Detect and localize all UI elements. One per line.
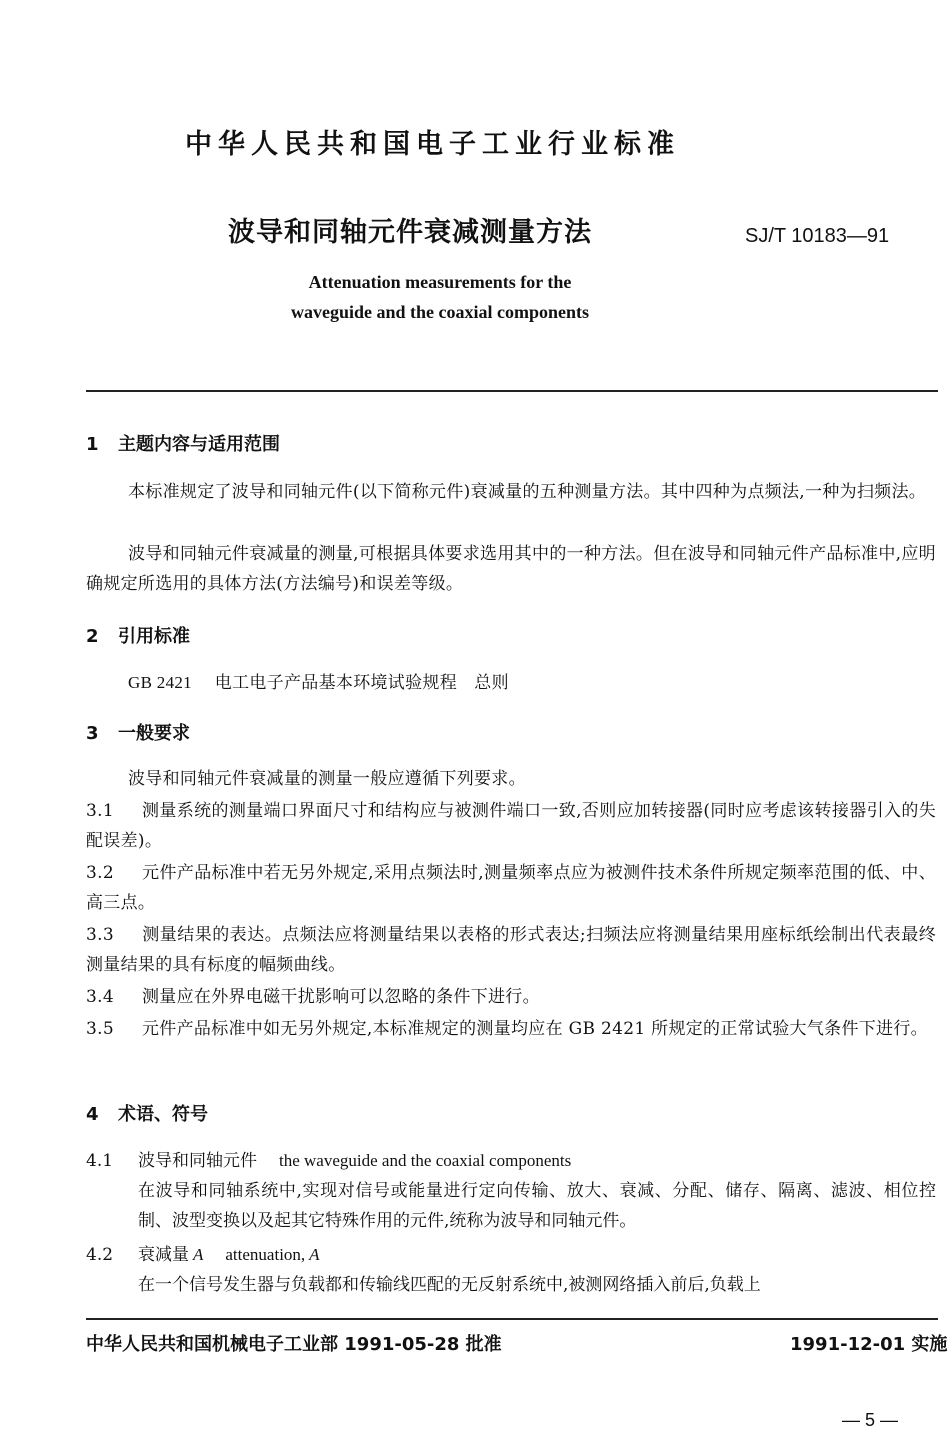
section-number: 3 xyxy=(86,723,99,744)
normative-reference xyxy=(128,668,828,698)
item-text: 测量应在外界电磁干扰影响可以忽略的条件下进行。 xyxy=(142,987,540,1007)
term-number: 4.1 xyxy=(86,1151,114,1171)
requirement-item xyxy=(86,858,936,918)
reference-title: 电工电子产品基本环境试验规程 总则 xyxy=(214,673,509,693)
item-number: 3.5 xyxy=(86,1019,114,1039)
term-name: 衰减量 xyxy=(138,1245,189,1265)
effective-date: 1991-12-01 实施 xyxy=(790,1334,948,1355)
document-title-en-line2: waveguide and the coaxial components xyxy=(290,302,589,322)
item-text: 测量结果的表达。点频法应将测量结果以表格的形式表达;扫频法应将测量结果用座标纸绘制出代表最终测量结果的具有标度的幅频曲线。 xyxy=(86,925,936,975)
section-2-heading xyxy=(86,622,190,648)
term-4-2 xyxy=(86,1240,936,1300)
document-title-cn: 波导和同轴元件衰减测量方法 xyxy=(228,217,592,248)
requirement-item xyxy=(86,796,936,856)
term-symbol-repeat: A xyxy=(309,1245,320,1264)
item-number: 3.2 xyxy=(86,863,114,883)
section-title: 术语、符号 xyxy=(118,1104,208,1125)
item-text: 测量系统的测量端口界面尺寸和结构应与被测件端口一致,否则应加转接器(同时应考虑该转接器引入的失配误差)。 xyxy=(86,801,936,851)
section-title: 引用标准 xyxy=(118,626,190,647)
item-number: 3.1 xyxy=(86,801,114,821)
item-text: 元件产品标准中若无另外规定,采用点频法时,测量频率点应为被测件技术条件所规定频率范围的低、中、高三点。 xyxy=(86,863,936,913)
term-english: attenuation, xyxy=(225,1245,306,1264)
section-number: 1 xyxy=(86,434,99,455)
section-1-heading xyxy=(86,430,280,456)
item-number: 3.4 xyxy=(86,987,114,1007)
term-definition: 在一个信号发生器与负载都和传输线匹配的无反射系统中,被测网络插入前后,负载上 xyxy=(138,1275,761,1295)
section-1-paragraph-1: 本标准规定了波导和同轴元件(以下简称元件)衰减量的五种测量方法。其中四种为点频法,一种为扫频法。 xyxy=(128,482,927,502)
standard-code: SJ/T 10183—91 xyxy=(745,225,890,247)
section-number: 2 xyxy=(86,626,99,647)
reference-code: GB 2421 xyxy=(128,673,192,692)
item-text: 元件产品标准中如无另外规定,本标准规定的测量均应在 GB 2421 所规定的正常试验大气条件下进行。 xyxy=(142,1019,928,1039)
page-number: — 5 — xyxy=(842,1410,899,1430)
term-name: 波导和同轴元件 xyxy=(138,1151,257,1171)
approval-note: 中华人民共和国机械电子工业部 1991-05-28 批准 xyxy=(86,1334,502,1355)
item-number: 3.3 xyxy=(86,925,114,945)
issuing-organization: 中华人民共和国电子工业行业标准 xyxy=(185,129,680,160)
term-english: the waveguide and the coaxial components xyxy=(279,1151,572,1170)
requirement-item xyxy=(86,920,936,980)
header-divider xyxy=(86,390,938,392)
requirement-item xyxy=(86,1014,936,1044)
section-1-paragraph-2: 波导和同轴元件衰减量的测量,可根据具体要求选用其中的一种方法。但在波导和同轴元件产品标准中,应明确规定所选用的具体方法(方法编号)和误差等级。 xyxy=(86,544,936,594)
section-number: 4 xyxy=(86,1104,99,1125)
footer-divider xyxy=(86,1318,938,1320)
section-4-heading xyxy=(86,1100,208,1126)
term-4-1 xyxy=(86,1146,936,1236)
document-title-en-line1: Attenuation measurements for the xyxy=(308,272,572,292)
section-title: 一般要求 xyxy=(118,723,190,744)
section-3-heading xyxy=(86,719,190,745)
section-3-intro: 波导和同轴元件衰减量的测量一般应遵循下列要求。 xyxy=(128,769,526,789)
term-number: 4.2 xyxy=(86,1245,114,1265)
section-title: 主题内容与适用范围 xyxy=(118,434,280,455)
term-symbol: A xyxy=(193,1245,204,1264)
term-definition: 在波导和同轴系统中,实现对信号或能量进行定向传输、放大、衰减、分配、储存、隔离、滤波、相位控制、波型变换以及起其它特殊作用的元件,统称为波导和同轴元件。 xyxy=(138,1181,936,1231)
requirement-item xyxy=(86,982,936,1012)
